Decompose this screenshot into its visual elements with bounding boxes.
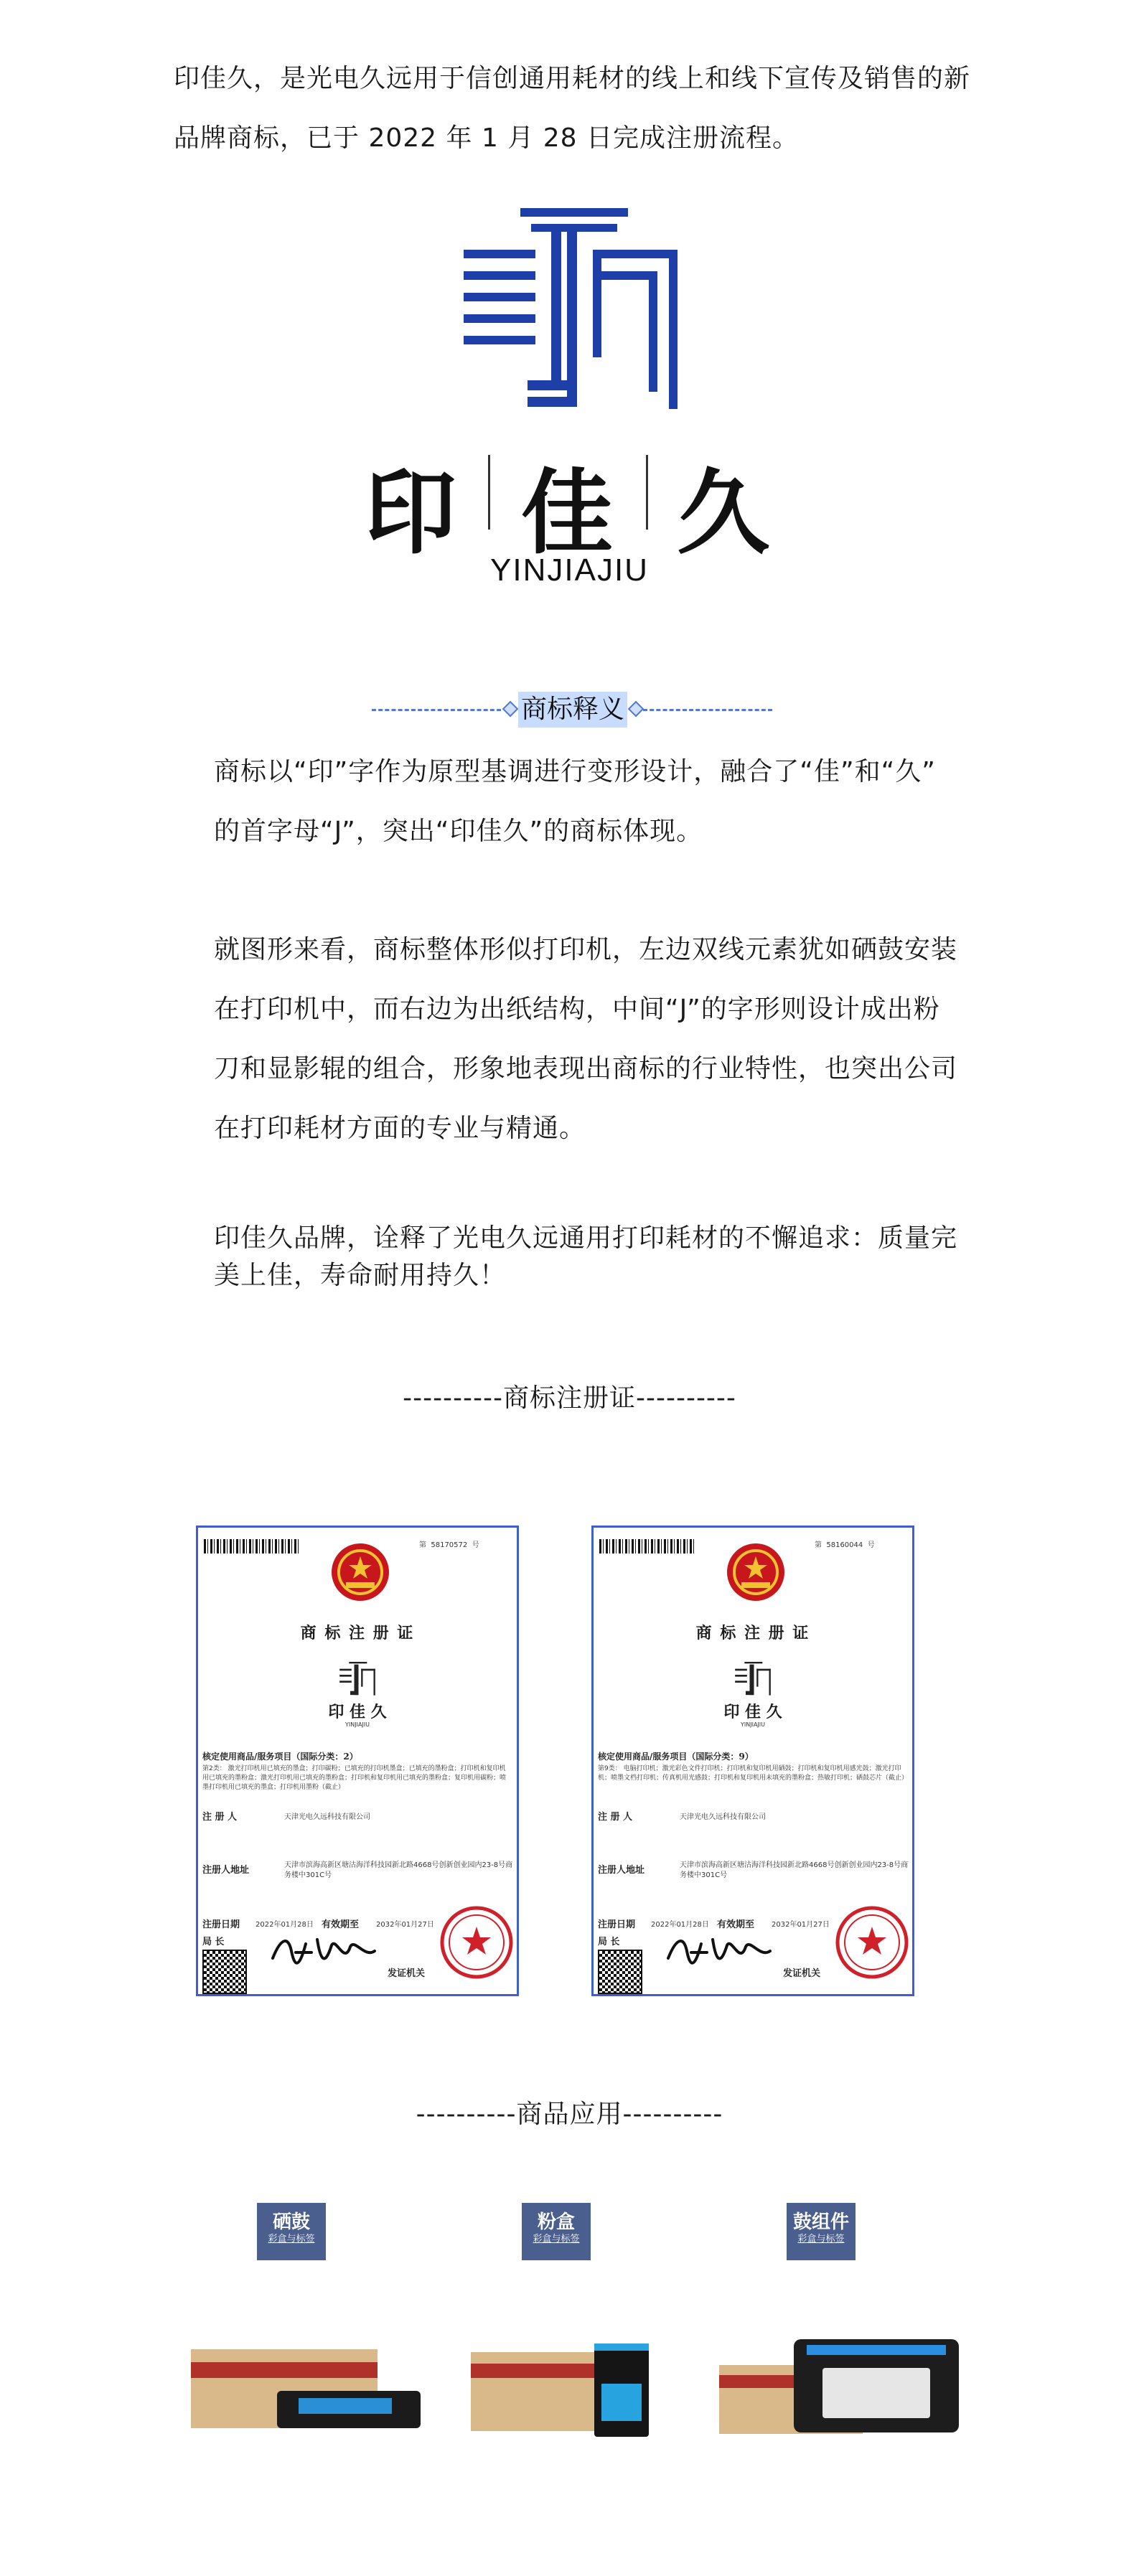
cert-signature-icon <box>267 1929 382 1975</box>
cert-date-label: 注册日期 <box>202 1919 240 1930</box>
meaning-p2-line-2: 在打印机中，而右边为出纸结构，中间“J”的字形则设计成出粉 <box>214 995 940 1024</box>
cert-barcode <box>599 1539 694 1553</box>
certificate-1 <box>196 1526 519 1996</box>
cert-scope-label: 核定使用商品/服务项目（国际分类：2） <box>202 1752 358 1762</box>
cert-date: 2022年01月28日 <box>651 1921 709 1929</box>
meaning-paragraph-2 <box>214 920 1003 1158</box>
product-image-drum-unit <box>719 2328 963 2443</box>
meaning-p2-line-1: 就图形来看，商标整体形似打印机，左边双线元素犹如硒鼓安装 <box>214 935 958 964</box>
cert-heading: 商 标 注 册 证 <box>300 1624 415 1642</box>
cert-address-label: 注册人地址 <box>598 1865 645 1876</box>
meaning-p2-line-4: 在打印耗材方面的专业与精通。 <box>214 1114 586 1143</box>
product-name: 硒鼓 <box>272 2211 310 2233</box>
cert-scope-text: 第2类： 激光打印机用已填充的墨盒；打印碳粉；已填充的打印机墨盒；已填充的墨粉盒；打印机和复印机用已填充的墨粉盒；激光打印机用已填充的墨粉盒；打印机和复印机用已填充的墨粉盒；复印机用碳粉；喷墨打印机用已填充的墨盒；打印机用墨粉（截止） <box>202 1765 507 1791</box>
product-name: 粉盒 <box>537 2211 575 2233</box>
products-section-title: ----------商品应用---------- <box>416 2100 723 2129</box>
brand-logo-mark <box>459 204 682 419</box>
cert-valid: 2032年01月27日 <box>772 1921 830 1929</box>
cert-signature-icon <box>662 1929 777 1975</box>
meaning-p1-line-1: 商标以“印”字作为原型基调进行变形设计，融合了“佳”和“久” <box>214 757 936 786</box>
cert-logo-mark <box>339 1661 376 1697</box>
cert-logo-chars: 印 佳 久 <box>723 1703 782 1721</box>
meaning-p1-line-2: 的首字母“J”，突出“印佳久”的商标体现。 <box>214 817 703 846</box>
cert-address: 天津市滨海高新区塘沽海洋科技园新北路4668号创新创业园内23-8号商务楼中301C号 <box>680 1861 909 1879</box>
product-cartridge <box>277 2391 421 2428</box>
meaning-p3-line-2: 美上佳，寿命耐用持久！ <box>214 1261 507 1290</box>
cert-number: 第 58160044 号 <box>815 1541 875 1549</box>
product-name: 鼓组件 <box>792 2211 849 2233</box>
national-emblem-icon <box>724 1541 787 1604</box>
brand-logo-pinyin: YINJIAJIU <box>490 553 649 588</box>
meaning-title: 商标释义 <box>518 692 627 728</box>
official-seal-icon <box>835 1905 909 1980</box>
cert-scope-text: 第9类： 电脑打印机；激光彩色文件打印机；打印机和复印机用硒鼓；打印机和复印机用感光鼓；激光打印机；喷墨文档打印机；传真机用光感鼓；打印机和复印机用未填充的墨粉盒；热敏打印机；硒鼓芯片（截止） <box>598 1765 909 1782</box>
product-tag-drum-unit <box>787 2203 856 2260</box>
cert-qr-code <box>598 1950 642 1994</box>
national-emblem-icon <box>329 1541 392 1604</box>
product-image-toner-cartridge <box>191 2339 421 2440</box>
cert-chief-label: 局 长 <box>598 1937 620 1947</box>
intro-line-1: 印佳久，是光电久远用于信创通用耗材的线上和线下宣传及销售的新 <box>174 64 971 93</box>
logo-separator-2 <box>646 455 648 530</box>
intro <box>174 49 992 168</box>
cert-logo-chars: 印 佳 久 <box>328 1703 387 1721</box>
product-tag-toner-box <box>522 2203 591 2260</box>
logo-separator-1 <box>488 455 490 530</box>
cert-valid-label: 有效期至 <box>322 1919 360 1930</box>
cert-barcode <box>204 1539 299 1553</box>
cert-number: 第 58170572 号 <box>419 1541 479 1549</box>
cert-valid: 2032年01月27日 <box>376 1921 434 1929</box>
product-sub: 彩盒与标签 <box>533 2234 580 2244</box>
product-sub: 彩盒与标签 <box>797 2234 845 2244</box>
cert-scope-label: 核定使用商品/服务项目（国际分类：9） <box>598 1752 754 1762</box>
product-drum <box>794 2339 959 2432</box>
meaning-dash-left <box>372 709 501 711</box>
cert-registrant: 天津光电久远科技有限公司 <box>680 1813 766 1821</box>
cert-logo-pinyin: YINJIAJIU <box>345 1721 370 1728</box>
meaning-diamond-left <box>502 701 519 718</box>
meaning-dash-right <box>643 709 772 711</box>
meaning-diamond-right <box>628 701 645 718</box>
certs-section-title: ----------商标注册证---------- <box>403 1383 736 1413</box>
cert-heading: 商 标 注 册 证 <box>695 1624 810 1642</box>
cert-logo-mark <box>734 1661 772 1697</box>
cert-address: 天津市滨海高新区塘沽海洋科技园新北路4668号创新创业园内23-8号商务楼中301C号 <box>284 1861 513 1879</box>
cert-logo-pinyin: YINJIAJIU <box>741 1721 765 1728</box>
meaning-p3-line-1: 印佳久品牌，诠释了光电久远通用打印耗材的不懈追求：质量完 <box>214 1223 958 1253</box>
logo-char-2: 佳 <box>521 460 614 567</box>
intro-line-2: 品牌商标，已于 2022 年 1 月 28 日完成注册流程。 <box>174 123 799 153</box>
cert-issuer-label: 发证机关 <box>783 1968 821 1979</box>
product-toner-bottle <box>594 2344 649 2437</box>
cert-chief-label: 局 长 <box>202 1937 225 1947</box>
cert-valid-label: 有效期至 <box>717 1919 755 1930</box>
cert-date-label: 注册日期 <box>598 1919 636 1930</box>
cert-registrant-label: 注 册 人 <box>202 1812 238 1823</box>
logo-char-3: 久 <box>678 460 770 567</box>
cert-qr-code <box>202 1950 247 1994</box>
meaning-p2-line-3: 刀和显影辊的组合，形象地表现出商标的行业特性，也突出公司 <box>214 1054 958 1083</box>
meaning-paragraph-3 <box>214 1220 1003 1294</box>
product-sub: 彩盒与标签 <box>268 2234 315 2244</box>
logo-char-1: 印 <box>365 460 457 567</box>
cert-registrant-label: 注 册 人 <box>598 1812 633 1823</box>
certificate-2 <box>591 1526 914 1996</box>
product-box <box>471 2352 607 2431</box>
product-image-toner-box <box>471 2335 657 2443</box>
official-seal-icon <box>439 1905 514 1980</box>
cert-address-label: 注册人地址 <box>202 1865 250 1876</box>
cert-date: 2022年01月28日 <box>256 1921 314 1929</box>
product-tag-toner-cartridge <box>257 2203 326 2260</box>
meaning-heading <box>0 689 1139 729</box>
cert-registrant: 天津光电久远科技有限公司 <box>284 1813 370 1821</box>
meaning-paragraph-1 <box>214 742 1003 861</box>
cert-issuer-label: 发证机关 <box>388 1968 426 1979</box>
brand-logo-text <box>365 439 781 567</box>
